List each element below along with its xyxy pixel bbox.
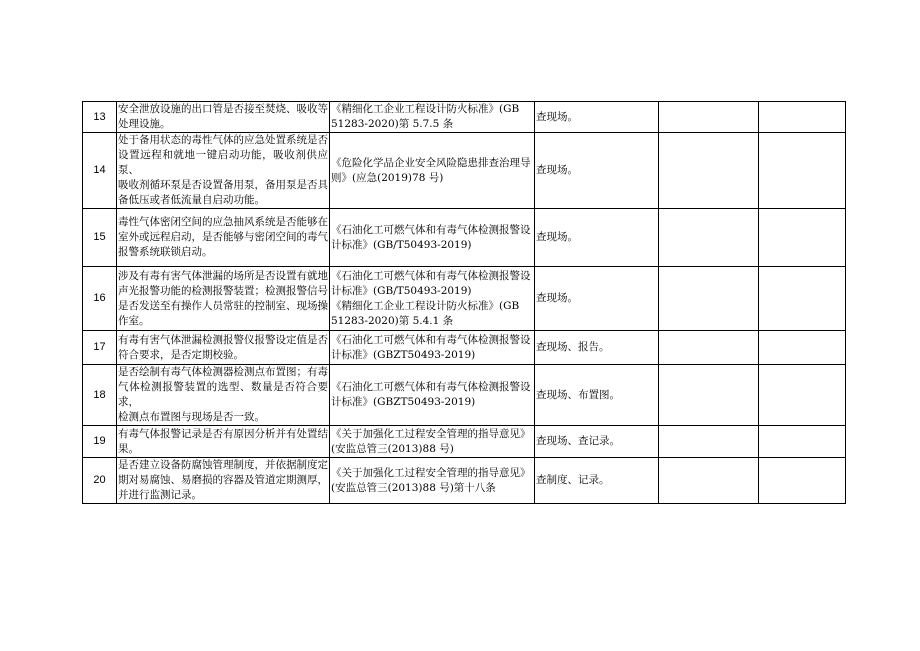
row-number: 17 [83, 331, 117, 365]
result-cell[interactable] [659, 267, 759, 331]
row-number: 13 [83, 102, 117, 133]
row-number: 14 [83, 133, 117, 209]
basis-cell [330, 267, 535, 331]
inspection-content-cell [117, 267, 330, 331]
content-line: 作室。 [118, 314, 150, 327]
content-line: 检测点布置图与现场是否一致。 [118, 411, 265, 423]
basis-line: 计标准》(GBZT50493-2019) [331, 396, 476, 408]
result-cell[interactable] [659, 102, 759, 133]
basis-line: 计标准》(GB/T50493-2019) [331, 238, 472, 251]
remarks-cell[interactable] [759, 133, 846, 209]
basis-cell [330, 426, 535, 458]
table-row [83, 267, 846, 331]
content-line: 室外或远程启动，是否能够与密闭空间的毒气 [118, 231, 328, 243]
basis-line: 《石油化工可燃气体和有毒气体检测报警设 [331, 381, 531, 393]
row-number: 16 [83, 267, 117, 331]
basis-line: 51283-2020)第 5.4.1 条 [331, 314, 454, 327]
inspection-table [82, 101, 846, 504]
basis-line: 计标准》(GB/T50493-2019) [331, 284, 472, 297]
content-line: 处理设施。 [118, 118, 171, 130]
basis-cell [330, 102, 535, 133]
remarks-cell[interactable] [759, 209, 846, 267]
content-line: 符合要求，是否定期校验。 [118, 348, 244, 361]
basis-line: 则》(应急(2019)78 号) [331, 171, 444, 184]
method-cell: 查现场。 [535, 209, 659, 267]
row-number: 19 [83, 426, 117, 458]
inspection-content-cell [117, 458, 330, 504]
inspection-content-cell [117, 426, 330, 458]
content-line: 备低压或者低流量自启动功能。 [118, 194, 265, 206]
basis-line: 《石油化工可燃气体和有毒气体检测报警设 [331, 269, 531, 282]
content-line: 有毒有害气体泄漏检测报警仪报警设定值是否 [118, 333, 328, 346]
remarks-cell[interactable] [759, 365, 846, 426]
inspection-content-cell [117, 102, 330, 133]
method-cell: 查制度、记录。 [535, 458, 659, 504]
content-line: 是否建立设备防腐蚀管理制度，并依据制度定 [118, 459, 328, 471]
row-number: 20 [83, 458, 117, 504]
basis-line: 《精细化工企业工程设计防火标准》(GB [331, 299, 520, 312]
basis-line: (安监总管三(2013)88 号) [331, 442, 454, 455]
basis-line: 计标准》(GBZT50493-2019) [331, 348, 476, 361]
table-row [83, 365, 846, 426]
content-line: 毒性气体密闭空间的应急抽风系统是否能够在 [118, 216, 328, 228]
table-row [83, 133, 846, 209]
table-row [83, 458, 846, 504]
content-line: 设置远程和就地一键启动功能，吸收剂供应泵、 [118, 149, 328, 176]
basis-line: 《石油化工可燃气体和有毒气体检测报警设 [331, 333, 531, 346]
content-line: 声光报警功能的检测报警装置；检测报警信号 [118, 284, 328, 297]
method-cell: 查现场。 [535, 267, 659, 331]
row-number: 15 [83, 209, 117, 267]
method-cell: 查现场。 [535, 133, 659, 209]
remarks-cell[interactable] [759, 267, 846, 331]
basis-line: 《危险化学品企业安全风险隐患排查治理导 [331, 156, 531, 169]
method-cell: 查现场。 [535, 102, 659, 133]
method-cell: 查现场、报告。 [535, 331, 659, 365]
inspection-content-cell [117, 365, 330, 426]
inspection-content-cell [117, 133, 330, 209]
content-line: 涉及有毒有害气体泄漏的场所是否设置有就地 [118, 269, 328, 282]
content-line: 是否发送至有操作人员常驻的控制室、现场操 [118, 299, 328, 312]
remarks-cell[interactable] [759, 458, 846, 504]
basis-line: 《石油化工可燃气体和有毒气体检测报警设 [331, 223, 531, 236]
remarks-cell[interactable] [759, 331, 846, 365]
table-row [83, 331, 846, 365]
basis-line: 《关于加强化工过程安全管理的指导意见》 [331, 427, 531, 440]
basis-line: 《精细化工企业工程设计防火标准》(GB [331, 103, 520, 115]
basis-line: 《关于加强化工过程安全管理的指导意见》 [331, 466, 531, 479]
basis-cell [330, 133, 535, 209]
content-line: 并进行监测记录。 [118, 489, 202, 501]
content-line: 气体检测报警装置的选型、数量是否符合要求， [118, 381, 328, 408]
content-line: 吸收剂循环泵是否设置备用泵，备用泵是否具 [118, 179, 328, 191]
result-cell[interactable] [659, 426, 759, 458]
content-line: 果。 [118, 442, 139, 455]
method-cell: 查现场、布置图。 [535, 365, 659, 426]
basis-line: (安监总管三(2013)88 号)第十八条 [331, 481, 496, 494]
basis-cell [330, 458, 535, 504]
basis-cell [330, 365, 535, 426]
content-line: 安全泄放设施的出口管是否接至焚烧、吸收等 [118, 103, 328, 115]
content-line: 是否绘制有毒气体检测器检测点布置图；有毒 [118, 366, 328, 378]
inspection-content-cell [117, 209, 330, 267]
remarks-cell[interactable] [759, 426, 846, 458]
result-cell[interactable] [659, 133, 759, 209]
table-row [83, 102, 846, 133]
row-number: 18 [83, 365, 117, 426]
basis-cell [330, 331, 535, 365]
content-line: 有毒气体报警记录是否有原因分析并有处置结 [118, 427, 328, 440]
result-cell[interactable] [659, 209, 759, 267]
basis-line: 51283-2020)第 5.7.5 条 [331, 118, 454, 130]
basis-cell [330, 209, 535, 267]
content-line: 期对易腐蚀、易磨损的容器及管道定期测厚， [118, 474, 328, 486]
remarks-cell[interactable] [759, 102, 846, 133]
method-cell: 查现场、查记录。 [535, 426, 659, 458]
table-row [83, 426, 846, 458]
table-row [83, 209, 846, 267]
content-line: 报警系统联锁启动。 [118, 246, 213, 258]
result-cell[interactable] [659, 331, 759, 365]
result-cell[interactable] [659, 458, 759, 504]
inspection-content-cell [117, 331, 330, 365]
result-cell[interactable] [659, 365, 759, 426]
table-body [83, 102, 846, 504]
content-line: 处于备用状态的毒性气体的应急处置系统是否 [118, 134, 328, 146]
